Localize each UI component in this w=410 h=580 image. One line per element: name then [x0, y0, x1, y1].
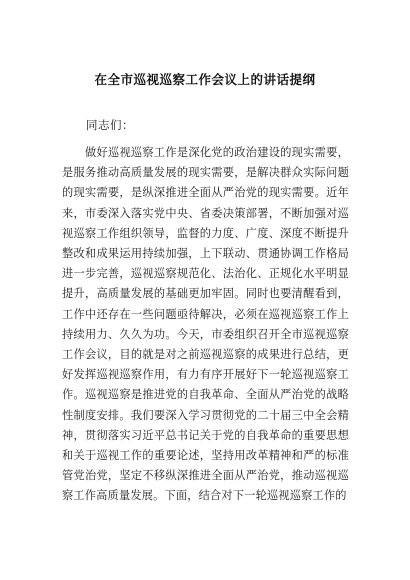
salutation: 同志们： — [86, 118, 134, 132]
body-paragraph: 做好巡视巡察工作是深化党的政治建设的现实需要，是服务推动高质量发展的现实需要，是解决群众实际问题的现实需要，是纵深推进全面从严治党的现实需要。近年来，市委深入落实党中央、省委决策部署，不断加强对巡视巡察工作组织领导，监督的力度、广度、深度不断提升整改和成果运用持续加强，上下联动、贯通协调工作格局进一步完善，巡视巡察规范化、法治化、正规化水平明显提升，高质量发展的基础更加牢固。同时也要清醒看到，工作中还存在一些问题亟待解决，必须在巡视巡察工作上持续用力、久久为功。今天，市委组织召开全市巡视巡察工作会议，目的就是对之前巡视巡察的成果进行总结，更好发挥巡视巡察作用，有力有序开展好下一轮巡视巡察工作。巡视巡察是推进党的自我革命、全面从严治党的战略性制度安排。我们要深入学习贯彻党的二十届三中全会精神，贯彻落实习近平总书记关于党的自我革命的重要思想和关于巡视工作的重要论述，坚持用改革精神和严的标准管党治党，坚定不移纵深推进全面从严治党，推动巡视巡察工作高质量发展。下面，结合对下一轮巡视巡察工作的 — [62, 146, 349, 503]
document-title: 在全市巡视巡察工作会议上的讲话提纲 — [94, 72, 316, 87]
